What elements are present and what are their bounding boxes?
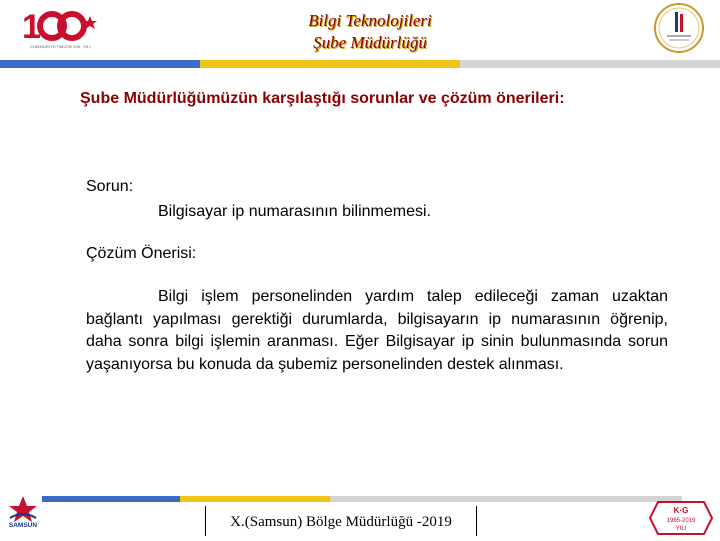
solution-label: Çözüm Önerisi: [86,245,197,262]
svg-text:1965-2019: 1965-2019 [666,518,696,524]
kg-logo [648,500,714,536]
title-line-2: Şube Müdürlüğü [313,33,427,52]
page-title [0,10,720,54]
problem-text: Bilgisayar ip numarasının bilinmemesi. [158,203,431,220]
problem-label: Sorun: [86,178,134,195]
samsun-logo: SAMSUN [4,494,42,534]
svg-text:K·G: K·G [673,506,689,515]
title-line-1: Bilgi Teknolojileri [308,11,432,30]
solution-text: Bilgi işlem personelinden yardım talep edileceği zaman uzaktan bağlantı yapılması gerektiği durumlarda, bilgisayarın ip numarasının öğrenip, daha sonra bilgi işlemin aranması. Eğer Bilgisayar ip sinin bulunmasında sorun yaşanıyorsa bu konuda da şubemiz personelinden destek alınması. [86,288,668,373]
bottom-color-band [42,496,682,502]
footer [205,506,477,536]
top-color-band [0,60,720,68]
intro-heading: Şube Müdürlüğümüzün karşılaştığı sorunlar ve çözüm önerileri: [80,90,565,107]
seal-logo [653,2,705,54]
svg-text:1: 1 [22,8,41,46]
centennial-logo: 1 CUMHURİYETİMİZİN 100. YILI [20,6,100,54]
footer-text: X.(Samsun) Bölge Müdürlüğü -2019 [230,514,452,530]
svg-text:YILI: YILI [675,526,687,532]
